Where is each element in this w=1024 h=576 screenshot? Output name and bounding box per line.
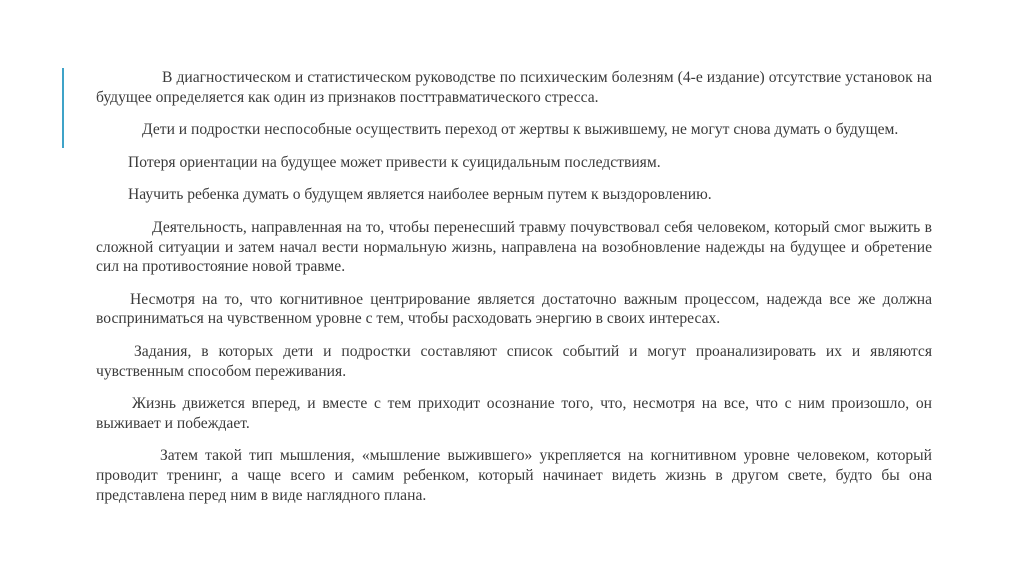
- paragraph-8: Жизнь движется вперед, и вместе с тем приходит осознание того, что, несмотря на все, что с ним произошло, он выживает и побеждает.: [96, 395, 932, 432]
- paragraph-3: Потеря ориентации на будущее может привести к суицидальным последствиям.: [128, 153, 661, 171]
- paragraph-4: Научить ребенка думать о будущем является наиболее верным путем к выздоровлению.: [128, 186, 712, 204]
- paragraph-9: Затем такой тип мышления, «мышление выжившего» укрепляется на когнитивном уровне человеком, который проводит тренинг, а чаще всего и самим ребенком, который начинает видеть жизнь в другом свете, будто бы она представлена перед ним в виде наглядного плана.: [96, 447, 932, 504]
- paragraph-2: Дети и подростки неспособные осуществить переход от жертвы к выжившему, не могут снова думать о будущем.: [142, 121, 899, 139]
- slide-body: [96, 68, 932, 518]
- accent-bar: [62, 68, 64, 148]
- paragraph-5: Деятельность, направленная на то, чтобы перенесший травму почувствовал себя человеком, который смог выжить в сложной ситуации и затем начал вести нормальную жизнь, направлена на возобновление надежды на будущее и обретение сил на противостояние новой травме.: [96, 218, 932, 276]
- paragraph-7: Задания, в которых дети и подростки составляют список событий и могут проанализировать их и являются чувственным способом переживания.: [96, 342, 932, 380]
- paragraph-1: В диагностическом и статистическом руководстве по психическим болезням (4-е издание) отсутствие установок на будущее определяется как один из признаков посттравматического стресса.: [96, 69, 932, 106]
- paragraph-6: Несмотря на то, что когнитивное центрирование является достаточно важным процессом, надежда все же должна восприниматься на чувственном уровне с тем, чтобы расходовать энергию в своих интересах.: [96, 290, 932, 328]
